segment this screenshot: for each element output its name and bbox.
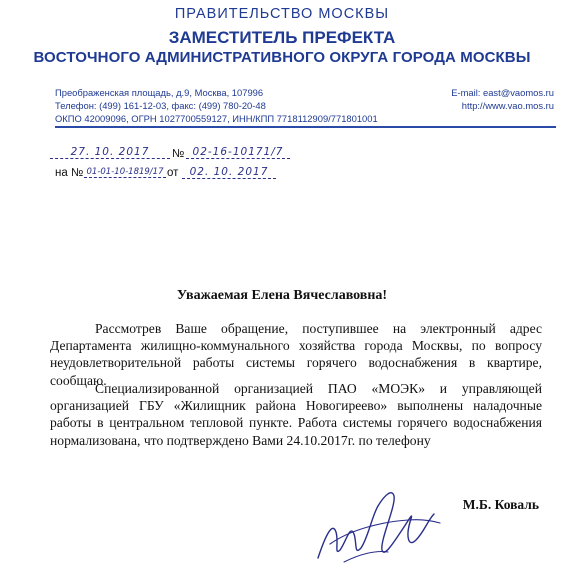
handwritten-signature — [310, 470, 460, 570]
body-paragraph-2: Специализированной организацией ПАО «МОЭК» и управляющей организацией ГБУ «Жилищник района Новогиреево» выполнены наладочные работы в центральном тепловой пункте. Работа системы горячего водоснабжения нормализована, что подтверждено Вами 24.10.2017г. по телефону — [50, 381, 542, 448]
registry-codes: ОКПО 42009096, ОГРН 1027700559127, ИНН/КПП 7718112909/771801001 — [55, 113, 378, 124]
department-subtitle: ВОСТОЧНОГО АДМИНИСТРАТИВНОГО ОКРУГА ГОРОДА МОСКВЫ — [33, 49, 531, 66]
signatory-name: М.Б. Коваль — [462, 497, 539, 512]
body-paragraph-1: Рассмотрев Ваше обращение, поступившее на электронный адрес Департамента жилищно-коммунального хозяйства города Москвы, по вопросу неудовлетворительной работы системы горячего водоснабжения в квартире, сообщаю. — [50, 321, 542, 388]
government-name: ПРАВИТЕЛЬСТВО МОСКВЫ — [174, 6, 390, 22]
from-label: от — [167, 167, 179, 179]
address: Преображенская площадь, д.9, Москва, 107996 — [55, 87, 264, 98]
greeting: Уважаемая Елена Вячеславовна! — [176, 288, 388, 303]
phone: Телефон: (499) 161-12-03, факс: (499) 780-20-48 — [55, 100, 266, 111]
reply-label: на № — [55, 167, 84, 179]
email: E-mail: east@vaomos.ru — [451, 87, 554, 98]
department-title: ЗАМЕСТИТЕЛЬ ПРЕФЕКТА — [168, 28, 396, 47]
reply-number: 01-01-10-1819/17 — [84, 167, 166, 178]
website: http://www.vao.mos.ru — [461, 100, 554, 111]
number-label: № — [172, 148, 185, 160]
reply-date: 02. 10. 2017 — [182, 166, 276, 179]
outgoing-number: 02-16-10171/7 — [186, 146, 290, 159]
outgoing-date: 27. 10. 2017 — [50, 146, 170, 159]
letterhead-divider — [55, 126, 556, 128]
